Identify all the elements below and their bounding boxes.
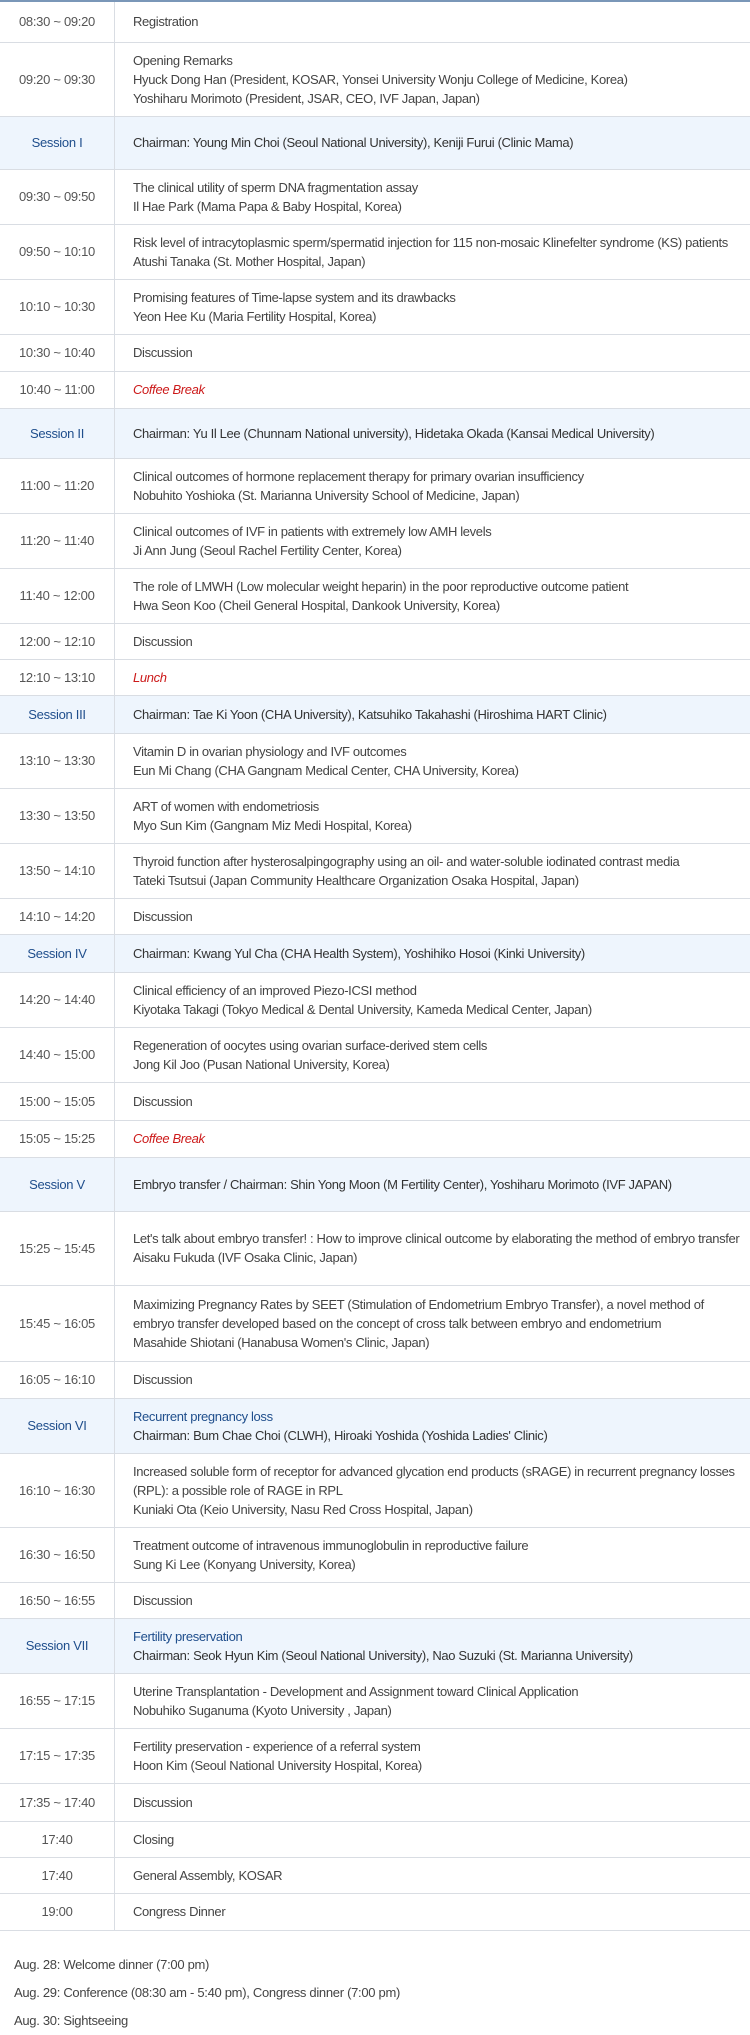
talk-title: Hyuck Dong Han (President, KOSAR, Yonsei University Wonju College of Medicine, Korea) bbox=[133, 70, 742, 89]
schedule-row bbox=[0, 1082, 750, 1120]
time-slot: 12:00 ~ 12:10 bbox=[0, 623, 115, 659]
session-header-row bbox=[0, 408, 750, 458]
schedule-row bbox=[0, 1783, 750, 1821]
time-slot: 16:10 ~ 16:30 bbox=[0, 1453, 115, 1527]
session-content bbox=[115, 1082, 750, 1120]
schedule-row bbox=[0, 1821, 750, 1857]
talk-title: Treatment outcome of intravenous immunoglobulin in reproductive failure bbox=[133, 1536, 742, 1555]
talk-title: Clinical outcomes of hormone replacement therapy for primary ovarian insufficiency bbox=[133, 467, 742, 486]
time-slot: 08:30 ~ 09:20 bbox=[0, 2, 115, 42]
schedule-row bbox=[0, 788, 750, 843]
content-line: Congress Dinner bbox=[133, 1902, 742, 1921]
schedule-row bbox=[0, 1120, 750, 1157]
speaker-line: Nobuhiko Suganuma (Kyoto University , Japan) bbox=[133, 1701, 742, 1720]
speaker-line: Masahide Shiotani (Hanabusa Women's Clinic, Japan) bbox=[133, 1333, 742, 1352]
speaker-line: Nobuhito Yoshioka (St. Marianna University School of Medicine, Japan) bbox=[133, 486, 742, 505]
speaker-line: Hwa Seon Koo (Cheil General Hospital, Dankook University, Korea) bbox=[133, 596, 742, 615]
session-content bbox=[115, 733, 750, 788]
speaker-line: Yeon Hee Ku (Maria Fertility Hospital, Korea) bbox=[133, 307, 742, 326]
speaker-line: Kuniaki Ota (Keio University, Nasu Red Cross Hospital, Japan) bbox=[133, 1500, 742, 1519]
speaker-line: Kiyotaka Takagi (Tokyo Medical & Dental University, Kameda Medical Center, Japan) bbox=[133, 1000, 742, 1019]
session-content bbox=[115, 513, 750, 568]
content-line: Discussion bbox=[133, 1092, 742, 1111]
schedule-row bbox=[0, 458, 750, 513]
session-content bbox=[115, 1783, 750, 1821]
session-header-row bbox=[0, 1618, 750, 1673]
session-content bbox=[115, 623, 750, 659]
time-slot: 15:00 ~ 15:05 bbox=[0, 1082, 115, 1120]
session-content bbox=[115, 898, 750, 934]
speaker-line: Atushi Tanaka (St. Mother Hospital, Japan) bbox=[133, 252, 742, 271]
session-content bbox=[115, 116, 750, 169]
session-title: Fertility preservation bbox=[133, 1627, 742, 1646]
content-line: General Assembly, KOSAR bbox=[133, 1866, 742, 1885]
session-content bbox=[115, 1398, 750, 1453]
note-item: Aug. 29: Conference (08:30 am - 5:40 pm), Congress dinner (7:00 pm) bbox=[14, 1979, 750, 2007]
speaker-line: Eun Mi Chang (CHA Gangnam Medical Center, CHA University, Korea) bbox=[133, 761, 742, 780]
talk-title: Vitamin D in ovarian physiology and IVF outcomes bbox=[133, 742, 742, 761]
schedule-row bbox=[0, 2, 750, 42]
content-line: Registration bbox=[133, 12, 742, 31]
speaker-line: Hoon Kim (Seoul National University Hospital, Korea) bbox=[133, 1756, 742, 1775]
session-content bbox=[115, 568, 750, 623]
schedule-row bbox=[0, 1211, 750, 1285]
session-content bbox=[115, 1027, 750, 1082]
time-slot: 19:00 bbox=[0, 1893, 115, 1930]
schedule-row bbox=[0, 1893, 750, 1930]
session-content bbox=[115, 1673, 750, 1728]
session-content bbox=[115, 1893, 750, 1930]
session-header-row bbox=[0, 1157, 750, 1211]
schedule-row bbox=[0, 568, 750, 623]
session-content bbox=[115, 843, 750, 898]
time-slot: 11:00 ~ 11:20 bbox=[0, 458, 115, 513]
chairman-text: Chairman: Young Min Choi (Seoul National University), Keniji Furui (Clinic Mama) bbox=[133, 133, 742, 152]
time-slot: 11:40 ~ 12:00 bbox=[0, 568, 115, 623]
talk-title: The role of LMWH (Low molecular weight heparin) in the poor reproductive outcome patient bbox=[133, 577, 742, 596]
schedule-row bbox=[0, 1857, 750, 1893]
time-slot: 16:55 ~ 17:15 bbox=[0, 1673, 115, 1728]
schedule-row bbox=[0, 334, 750, 371]
time-slot: 12:10 ~ 13:10 bbox=[0, 659, 115, 695]
session-content bbox=[115, 1157, 750, 1211]
time-slot: 13:10 ~ 13:30 bbox=[0, 733, 115, 788]
session-label: Session VII bbox=[0, 1618, 115, 1673]
session-header-row bbox=[0, 695, 750, 733]
session-content bbox=[115, 972, 750, 1027]
session-header-row bbox=[0, 934, 750, 972]
speaker-line: Myo Sun Kim (Gangnam Miz Medi Hospital, Korea) bbox=[133, 816, 742, 835]
session-content bbox=[115, 1453, 750, 1527]
schedule-row bbox=[0, 843, 750, 898]
content-line: Discussion bbox=[133, 1591, 742, 1610]
talk-title: Let's talk about embryo transfer! : How to improve clinical outcome by elaborating the method of embryo transfer bbox=[133, 1229, 742, 1248]
time-slot: 10:40 ~ 11:00 bbox=[0, 371, 115, 408]
session-content bbox=[115, 1527, 750, 1582]
schedule-row bbox=[0, 279, 750, 334]
schedule-row bbox=[0, 513, 750, 568]
session-content bbox=[115, 1857, 750, 1893]
schedule-row bbox=[0, 169, 750, 224]
schedule-body bbox=[0, 2, 750, 1930]
session-content bbox=[115, 224, 750, 279]
time-slot: 15:25 ~ 15:45 bbox=[0, 1211, 115, 1285]
session-label: Session V bbox=[0, 1157, 115, 1211]
time-slot: 16:30 ~ 16:50 bbox=[0, 1527, 115, 1582]
time-slot: 10:10 ~ 10:30 bbox=[0, 279, 115, 334]
content-line: Discussion bbox=[133, 1370, 742, 1389]
session-content bbox=[115, 1618, 750, 1673]
session-content bbox=[115, 1285, 750, 1361]
schedule-notes bbox=[0, 1931, 750, 2035]
schedule-row bbox=[0, 1453, 750, 1527]
session-content bbox=[115, 1211, 750, 1285]
content-line: Closing bbox=[133, 1830, 742, 1849]
chairman-text: Chairman: Yu Il Lee (Chunnam National university), Hidetaka Okada (Kansai Medical University) bbox=[133, 424, 742, 443]
session-content bbox=[115, 408, 750, 458]
talk-title: The clinical utility of sperm DNA fragmentation assay bbox=[133, 178, 742, 197]
content-line: Discussion bbox=[133, 1793, 742, 1812]
session-label: Session III bbox=[0, 695, 115, 733]
time-slot: 16:50 ~ 16:55 bbox=[0, 1582, 115, 1618]
time-slot: 10:30 ~ 10:40 bbox=[0, 334, 115, 371]
schedule-row bbox=[0, 371, 750, 408]
session-content bbox=[115, 2, 750, 42]
chairman-text: Chairman: Seok Hyun Kim (Seoul National University), Nao Suzuki (St. Marianna University) bbox=[133, 1646, 742, 1665]
note-item: Aug. 28: Welcome dinner (7:00 pm) bbox=[14, 1951, 750, 1979]
schedule-row bbox=[0, 623, 750, 659]
speaker-line: Ji Ann Jung (Seoul Rachel Fertility Center, Korea) bbox=[133, 541, 742, 560]
talk-title: Uterine Transplantation - Development and Assignment toward Clinical Application bbox=[133, 1682, 742, 1701]
talk-title: Risk level of intracytoplasmic sperm/spermatid injection for 115 non-mosaic Klinefelter syndrome (KS) patients bbox=[133, 233, 742, 252]
schedule-row bbox=[0, 659, 750, 695]
talk-title: Clinical efficiency of an improved Piezo-ICSI method bbox=[133, 981, 742, 1000]
talk-title: Fertility preservation - experience of a referral system bbox=[133, 1737, 742, 1756]
schedule-row bbox=[0, 972, 750, 1027]
session-content bbox=[115, 1582, 750, 1618]
chairman-text: Chairman: Bum Chae Choi (CLWH), Hiroaki Yoshida (Yoshida Ladies' Clinic) bbox=[133, 1426, 742, 1445]
session-content bbox=[115, 1120, 750, 1157]
session-content bbox=[115, 458, 750, 513]
session-content bbox=[115, 934, 750, 972]
time-slot: 13:50 ~ 14:10 bbox=[0, 843, 115, 898]
session-content bbox=[115, 279, 750, 334]
session-content bbox=[115, 1361, 750, 1398]
talk-title: Thyroid function after hysterosalpingography using an oil- and water-soluble iodinated contrast media bbox=[133, 852, 742, 871]
time-slot: 17:40 bbox=[0, 1821, 115, 1857]
speaker-line: Yoshiharu Morimoto (President, JSAR, CEO, IVF Japan, Japan) bbox=[133, 89, 742, 108]
session-content bbox=[115, 695, 750, 733]
time-slot: 09:20 ~ 09:30 bbox=[0, 42, 115, 116]
talk-title: ART of women with endometriosis bbox=[133, 797, 742, 816]
schedule-table bbox=[0, 2, 750, 1931]
time-slot: 15:45 ~ 16:05 bbox=[0, 1285, 115, 1361]
session-label: Session II bbox=[0, 408, 115, 458]
speaker-line: Tateki Tsutsui (Japan Community Healthcare Organization Osaka Hospital, Japan) bbox=[133, 871, 742, 890]
session-content bbox=[115, 1821, 750, 1857]
break-label: Lunch bbox=[133, 668, 742, 687]
schedule-row bbox=[0, 1582, 750, 1618]
time-slot: 14:20 ~ 14:40 bbox=[0, 972, 115, 1027]
content-line: Discussion bbox=[133, 343, 742, 362]
schedule-row bbox=[0, 1361, 750, 1398]
session-content bbox=[115, 371, 750, 408]
speaker-line: Sung Ki Lee (Konyang University, Korea) bbox=[133, 1555, 742, 1574]
talk-title: Regeneration of oocytes using ovarian surface-derived stem cells bbox=[133, 1036, 742, 1055]
session-content bbox=[115, 169, 750, 224]
chairman-text: Chairman: Tae Ki Yoon (CHA University), Katsuhiko Takahashi (Hiroshima HART Clinic) bbox=[133, 705, 742, 724]
speaker-line: Il Hae Park (Mama Papa & Baby Hospital, Korea) bbox=[133, 197, 742, 216]
session-content bbox=[115, 1728, 750, 1783]
session-header-row bbox=[0, 116, 750, 169]
schedule-row bbox=[0, 1728, 750, 1783]
content-line: Discussion bbox=[133, 907, 742, 926]
session-label: Session VI bbox=[0, 1398, 115, 1453]
time-slot: 09:30 ~ 09:50 bbox=[0, 169, 115, 224]
session-content bbox=[115, 42, 750, 116]
schedule-row bbox=[0, 1285, 750, 1361]
break-label: Coffee Break bbox=[133, 1129, 742, 1148]
time-slot: 17:35 ~ 17:40 bbox=[0, 1783, 115, 1821]
session-content bbox=[115, 788, 750, 843]
time-slot: 16:05 ~ 16:10 bbox=[0, 1361, 115, 1398]
talk-title: Opening Remarks bbox=[133, 51, 742, 70]
talk-title: Maximizing Pregnancy Rates by SEET (Stimulation of Endometrium Embryo Transfer), a novel method of embryo transfer developed based on the concept of cross talk between embryo and endometrium bbox=[133, 1295, 742, 1333]
time-slot: 09:50 ~ 10:10 bbox=[0, 224, 115, 279]
break-label: Coffee Break bbox=[133, 380, 742, 399]
time-slot: 17:15 ~ 17:35 bbox=[0, 1728, 115, 1783]
speaker-line: Aisaku Fukuda (IVF Osaka Clinic, Japan) bbox=[133, 1248, 742, 1267]
session-label: Session IV bbox=[0, 934, 115, 972]
session-title: Recurrent pregnancy loss bbox=[133, 1407, 742, 1426]
schedule-row bbox=[0, 1027, 750, 1082]
session-header-row bbox=[0, 1398, 750, 1453]
session-label: Session I bbox=[0, 116, 115, 169]
content-line: Discussion bbox=[133, 632, 742, 651]
note-item: Aug. 30: Sightseeing bbox=[14, 2007, 750, 2035]
time-slot: 13:30 ~ 13:50 bbox=[0, 788, 115, 843]
chairman-text: Embryo transfer / Chairman: Shin Yong Moon (M Fertility Center), Yoshiharu Morimoto (IVF JAPAN) bbox=[133, 1175, 742, 1194]
time-slot: 17:40 bbox=[0, 1857, 115, 1893]
schedule-row bbox=[0, 1673, 750, 1728]
talk-title: Clinical outcomes of IVF in patients with extremely low AMH levels bbox=[133, 522, 742, 541]
schedule-row bbox=[0, 42, 750, 116]
chairman-text: Chairman: Kwang Yul Cha (CHA Health System), Yoshihiko Hosoi (Kinki University) bbox=[133, 944, 742, 963]
session-content bbox=[115, 659, 750, 695]
time-slot: 15:05 ~ 15:25 bbox=[0, 1120, 115, 1157]
time-slot: 14:10 ~ 14:20 bbox=[0, 898, 115, 934]
speaker-line: Jong Kil Joo (Pusan National University, Korea) bbox=[133, 1055, 742, 1074]
time-slot: 14:40 ~ 15:00 bbox=[0, 1027, 115, 1082]
talk-title: Increased soluble form of receptor for advanced glycation end products (sRAGE) in recurrent pregnancy losses (RPL): a possible role of RAGE in RPL bbox=[133, 1462, 742, 1500]
session-content bbox=[115, 334, 750, 371]
schedule-row bbox=[0, 733, 750, 788]
talk-title: Promising features of Time-lapse system and its drawbacks bbox=[133, 288, 742, 307]
schedule-row bbox=[0, 898, 750, 934]
time-slot: 11:20 ~ 11:40 bbox=[0, 513, 115, 568]
schedule-row bbox=[0, 1527, 750, 1582]
schedule-row bbox=[0, 224, 750, 279]
